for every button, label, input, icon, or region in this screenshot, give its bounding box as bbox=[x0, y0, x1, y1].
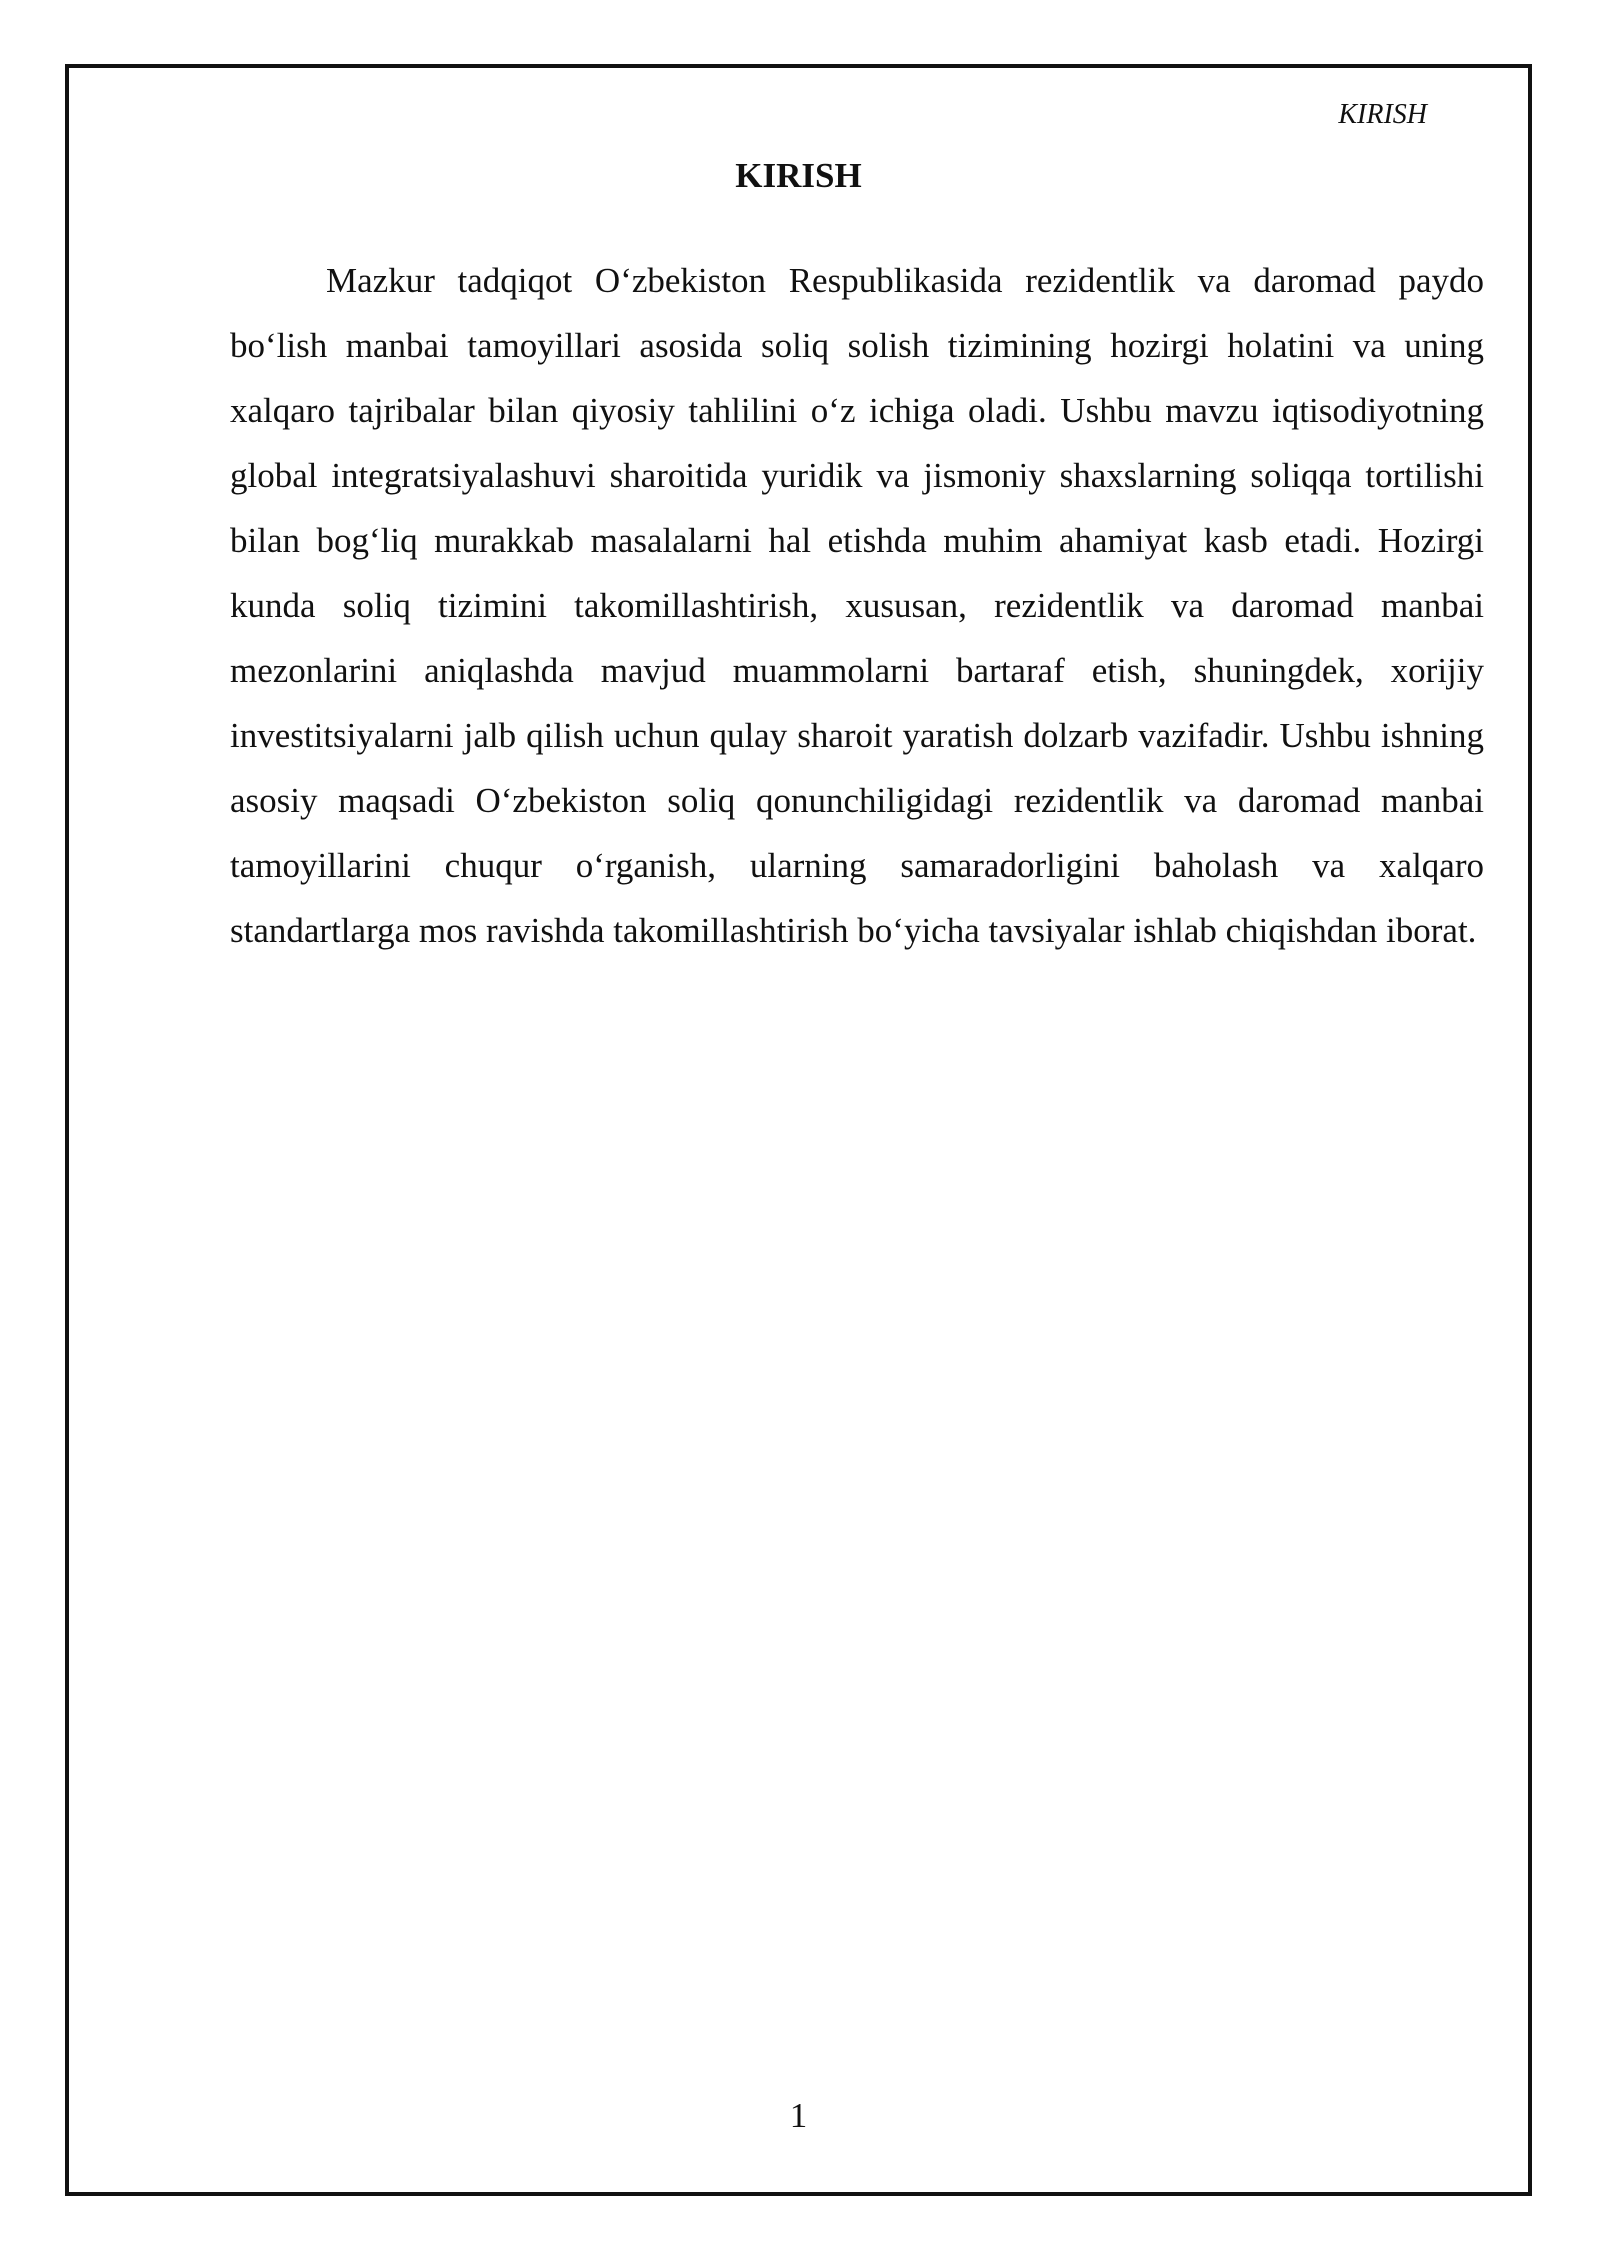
page-title: KIRISH bbox=[735, 156, 862, 195]
page-number: 1 bbox=[789, 2096, 808, 2135]
page-frame bbox=[65, 64, 1532, 2196]
running-header: KIRISH bbox=[1338, 99, 1427, 130]
body-paragraph: Mazkur tadqiqot O‘zbekiston Respublikasida rezidentlik va daromad paydo bo‘lish manbai tamoyillari asosida soliq solish tizimining hozirgi holatini va uning xalqaro tajribalar bilan qiyosiy tahlilini o‘z ichiga oladi. Ushbu mavzu iqtisodiyotning global integratsiyalashuvi sharoitida yuridik va jismoniy shaxslarning soliqqa tortilishi bilan bog‘liq murakkab masalalarni hal etishda muhim ahamiyat kasb etadi. Hozirgi kunda soliq tizimini takomillashtirish, xususan, rezidentlik va daromad manbai mezonlarini aniqlashda mavjud muammolarni bartaraf etish, shuningdek, xorijiy investitsiyalarni jalb qilish uchun qulay sharoit yaratish dolzarb vazifadir. Ushbu ishning asosiy maqsadi O‘zbekiston soliq qonunchiligidagi rezidentlik va daromad manbai tamoyillarini chuqur o‘rganish, ularning samaradorligini baholash va xalqaro standartlarga mos ravishda takomillashtirish bo‘yicha tavsiyalar ishlab chiqishdan iborat. bbox=[230, 261, 1484, 950]
